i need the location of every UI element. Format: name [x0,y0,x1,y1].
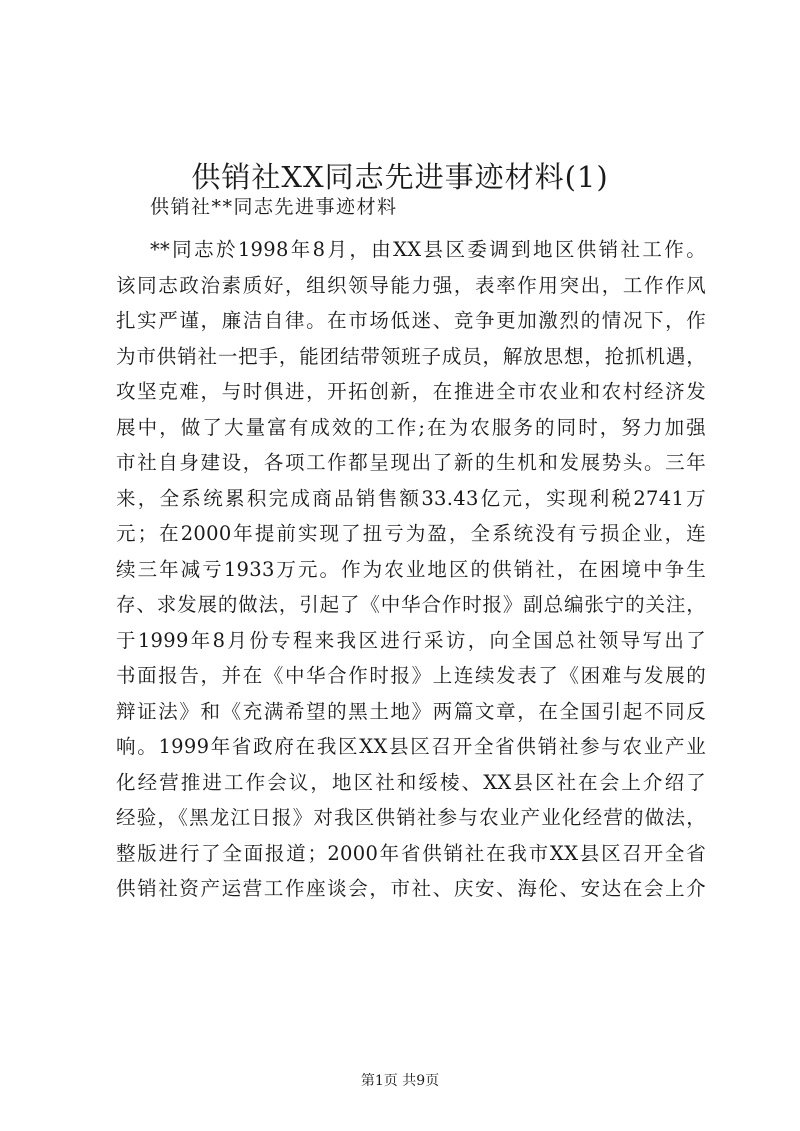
body-line: 元；在2000年提前实现了扭亏为盈，全系统没有亏损企业，连 [116,522,706,545]
body-line: 经验，《黑龙江日报》对我区供销社参与农业产业化经营的做法， [116,806,706,829]
body-line: 该同志政治素质好，组织领导能力强，表率作用突出，工作作风 [116,273,706,297]
body-line: 攻坚克难，与时俱进，开拓创新，在推进全市农业和农村经济发 [116,380,706,403]
body-line: 供销社资产运营工作座谈会，市社、庆安、海伦、安达在会上介 [116,877,706,900]
body-line: 来，全系统累积完成商品销售额33.43亿元，实现利税2741万 [116,486,706,510]
document-subtitle: 供销社**同志先进事迹材料 [150,196,398,218]
body-line: 市社自身建设，各项工作都呈现出了新的生机和发展势头。三年 [116,451,706,474]
body-line: 展中，做了大量富有成效的工作;在为农服务的同时，努力加强 [116,415,706,439]
body-line: 续三年减亏1933万元。作为农业地区的供销社，在困境中争生 [116,557,706,581]
body-line: 为市供销社一把手，能团结带领班子成员，解放思想，抢抓机遇， [116,344,706,368]
document-title: 供销社XX同志先进事迹材料(1) [191,160,609,195]
body-line: 整版进行了全面报道；2000年省供销社在我市XX县区召开全省 [116,841,706,865]
body-line: 书面报告，并在《中华合作时报》上连续发表了《困难与发展的 [116,664,706,687]
page-number-footer: 第1页 共9页 [360,1073,440,1089]
body-line: 存、求发展的做法，引起了《中华合作时报》副总编张宁的关注， [116,593,706,616]
body-line: 化经营推进工作会议，地区社和绥棱、XX县区社在会上介绍了 [116,770,706,794]
body-line: 辩证法》和《充满希望的黑土地》两篇文章，在全国引起不同反 [116,699,706,723]
body-text [116,232,706,907]
body-line: 响。1999年省政府在我区XX县区召开全省供销社参与农业产业 [116,735,706,758]
body-line: 于1999年8月份专程来我区进行采访，向全国总社领导写出了 [116,628,706,652]
body-line: **同志於1998年8月，由XX县区委调到地区供销社工作。 [150,238,706,261]
body-line: 扎实严谨，廉洁自律。在市场低迷、竞争更加激烈的情况下，作 [116,309,706,332]
